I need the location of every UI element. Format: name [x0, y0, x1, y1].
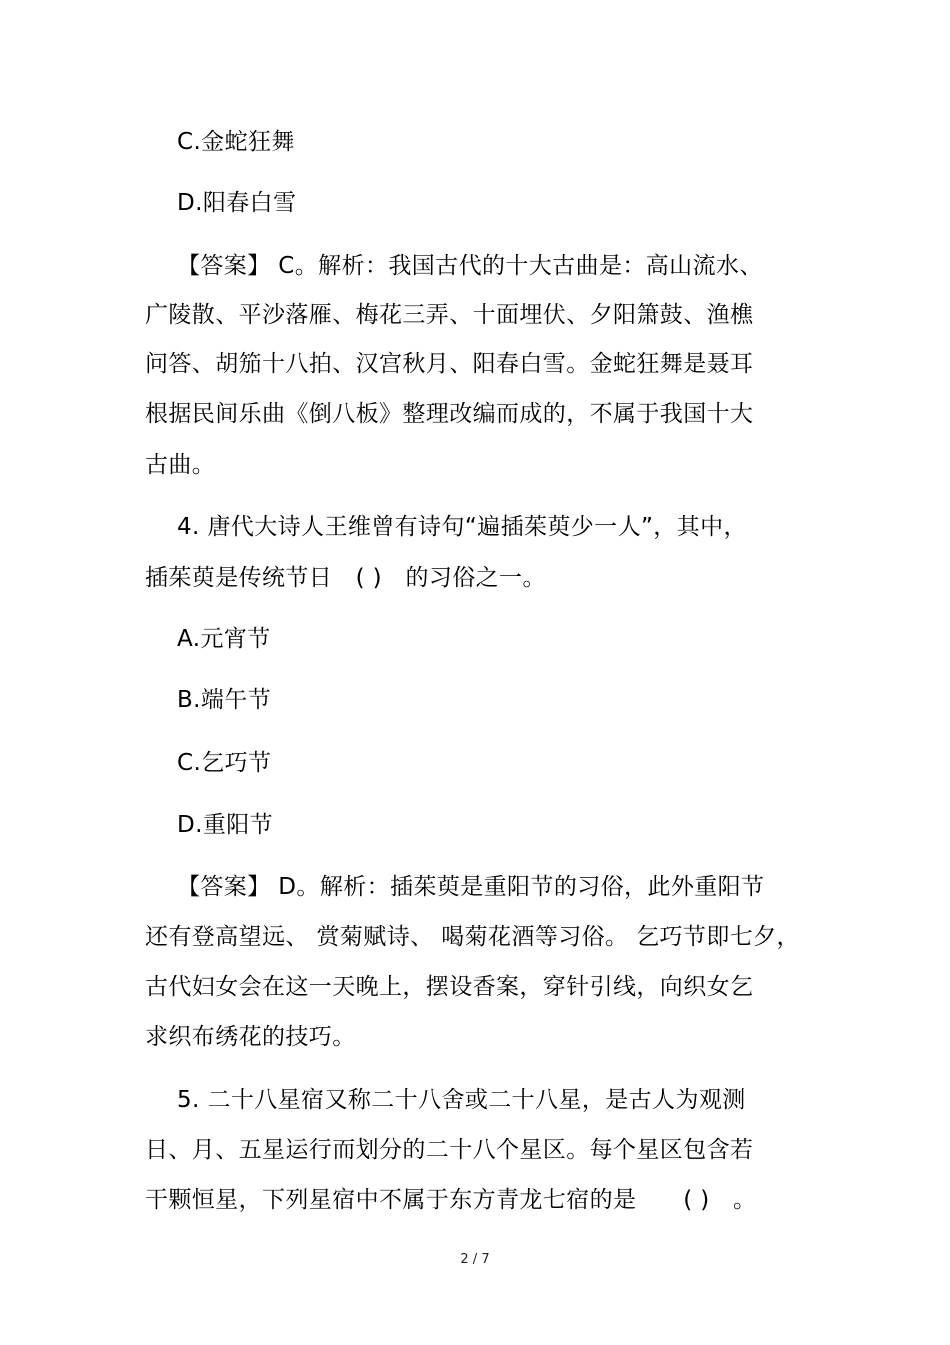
- q4-option-d: D.重阳节: [177, 812, 274, 838]
- q4-stem-line: 插茱萸是传统节日 ( ) 的习俗之一。: [145, 565, 546, 591]
- q4-option-b: B.端午节: [177, 687, 272, 713]
- q4-answer-line: 【答案】 D。解析：插茱萸是重阳节的习俗，此外重阳节: [177, 874, 765, 900]
- q3-answer-line: 问答、胡笳十八拍、汉宫秋月、阳春白雪。金蛇狂舞是聂耳: [145, 351, 754, 377]
- q4-stem-line: 4. 唐代大诗人王维曾有诗句“遍插茱萸少一人”，其中，: [177, 514, 747, 540]
- q3-option-d: D.阳春白雪: [177, 190, 297, 216]
- q3-answer-line: 【答案】 C。解析：我国古代的十大古曲是：高山流水、: [177, 253, 763, 279]
- q5-stem-line: 干颗恒星，下列星宿中不属于东方青龙七宿的是 ( ) 。: [145, 1187, 757, 1213]
- q4-option-c: C.乞巧节: [177, 750, 272, 776]
- q4-option-a: A.元宵节: [177, 626, 271, 652]
- q5-stem-line: 5. 二十八星宿又称二十八舍或二十八星，是古人为观测: [177, 1087, 746, 1113]
- q4-answer-line: 古代妇女会在这一天晚上，摆设香案，穿针引线，向织女乞: [145, 974, 754, 1000]
- q3-answer-line: 根据民间乐曲《倒八板》整理改编而成的，不属于我国十大: [145, 401, 754, 427]
- q3-answer-line: 古曲。: [145, 452, 216, 478]
- q4-answer-line: 还有登高望远、 赏菊赋诗、 喝菊花酒等习俗。 乞巧节即七夕，: [145, 924, 800, 950]
- q5-stem-line: 日、月、五星运行而划分的二十八个星区。每个星区包含若: [145, 1137, 754, 1163]
- page-number: 2 / 7: [460, 1252, 490, 1267]
- q4-answer-line: 求织布绣花的技巧。: [145, 1024, 356, 1050]
- q3-option-c: C.金蛇狂舞: [177, 129, 295, 155]
- q3-answer-line: 广陵散、平沙落雁、梅花三弄、十面埋伏、夕阳箫鼓、渔樵: [145, 302, 754, 328]
